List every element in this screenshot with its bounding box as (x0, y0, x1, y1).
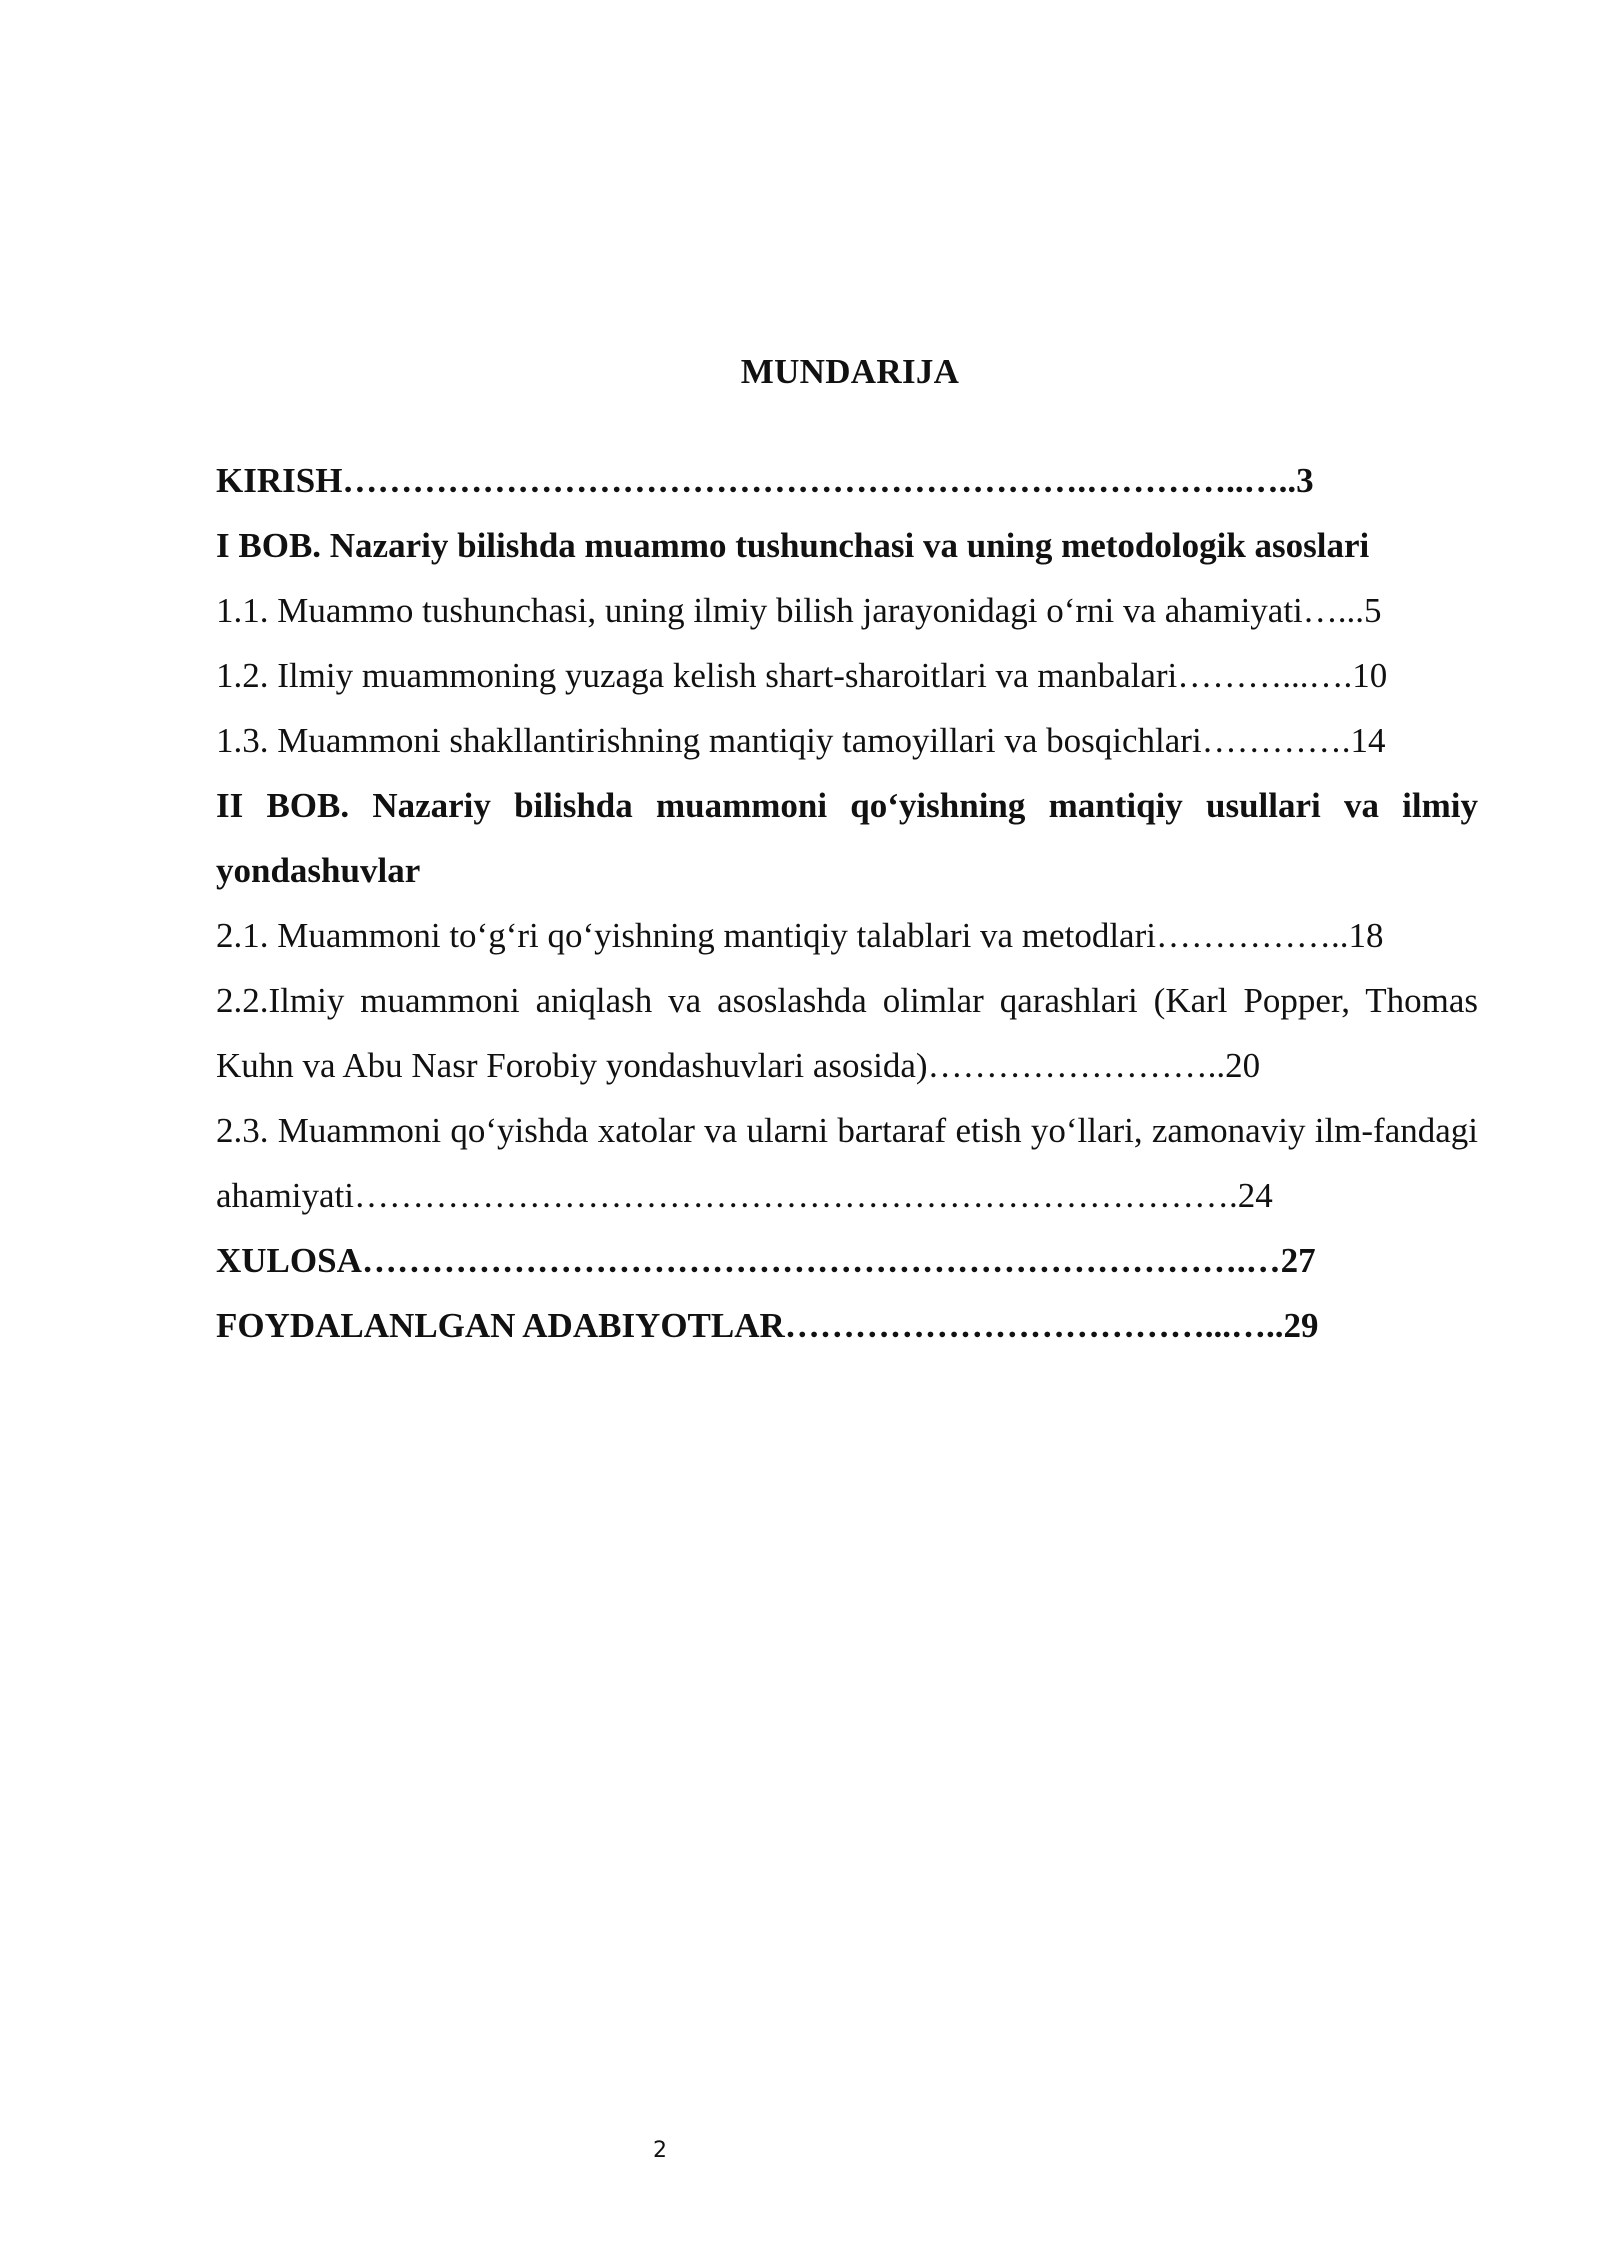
table-of-contents (216, 448, 1478, 1358)
toc-entry-2-2: 2.2.Ilmiy muammoni aniqlash va asoslashda olimlar qarashlari (Karl Popper, Thomas Kuhn va Abu Nasr Forobiy yondashuvlari asosida)……………………..20 (216, 981, 1478, 1085)
toc-entry-2-1: 2.1. Muammoni to‘g‘ri qo‘yishning mantiqiy talablari va metodlari……………..18 (216, 916, 1384, 955)
toc-entry-2-3: 2.3. Muammoni qo‘yishda xatolar va ularni bartaraf etish yo‘llari, zamonaviy ilm-fandagi ahamiyati………………………………………………………………….24 (216, 1111, 1478, 1215)
toc-entry-1-3: 1.3. Muammoni shakllantirishning mantiqiy tamoyillari va bosqichlari………….14 (216, 721, 1386, 760)
toc-entry-1-1: 1.1. Muammo tushunchasi, uning ilmiy bilish jarayonidagi o‘rni va ahamiyati…...5 (216, 591, 1382, 630)
toc-entry-1-2: 1.2. Ilmiy muammoning yuzaga kelish shart-sharoitlari va manbalari………...….10 (216, 656, 1388, 695)
toc-entry-chapter-2: II BOB. Nazariy bilishda muammoni qo‘yishning mantiqiy usullari va ilmiy yondashuvlar (216, 786, 1478, 890)
toc-title: MUNDARIJA (740, 352, 960, 391)
toc-entry-kirish: KIRISH……………………………………………………….…………..…..3 (216, 461, 1314, 500)
toc-entry-xulosa: XULOSA………………………………………………………………….…27 (216, 1241, 1316, 1280)
toc-entry-chapter-1: I BOB. Nazariy bilishda muammo tushunchasi va uning metodologik asoslari (216, 526, 1370, 565)
toc-entry-adabiyotlar: FOYDALANLGAN ADABIYOTLAR………………………………...…..29 (216, 1306, 1319, 1345)
page-number: 2 (653, 2138, 667, 2163)
